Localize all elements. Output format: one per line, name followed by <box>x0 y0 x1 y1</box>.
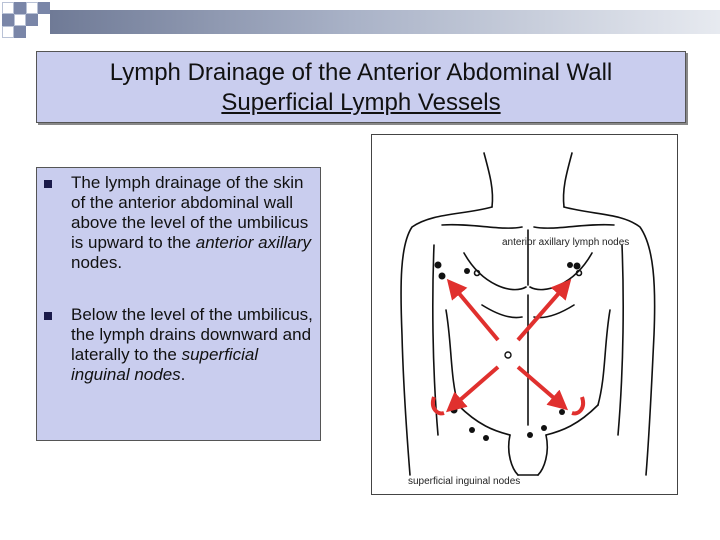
label-inguinal: superficial inguinal nodes <box>408 476 521 487</box>
decor-square <box>14 2 26 14</box>
decor-square <box>14 26 26 38</box>
slide-title: Lymph Drainage of the Anterior Abdominal Wall <box>109 59 613 86</box>
decor-square <box>38 2 50 14</box>
decor-square <box>26 2 38 14</box>
bullet-text: The lymph drainage of the skin of the anterior abdominal wall above the level of the umbilicus is upward to the anterior axillary nodes. <box>71 173 312 272</box>
decor-square <box>2 2 14 14</box>
drainage-arrows <box>452 285 566 407</box>
decor-square <box>2 14 14 26</box>
anatomy-figure <box>371 134 678 495</box>
slide-subtitle: Superficial Lymph Vessels <box>221 89 501 116</box>
square-bullet-icon <box>44 312 52 320</box>
umbilicus-marker <box>505 352 511 358</box>
axillary-nodes <box>435 262 581 280</box>
slide-title-box <box>36 51 686 123</box>
header-gradient-bar <box>50 10 720 34</box>
inguinal-nodes <box>451 407 566 442</box>
bullet-text: Below the level of the umbilicus, the lymph drains downward and laterally to the superficial inguinal nodes. <box>71 305 313 384</box>
decor-square <box>2 26 14 38</box>
label-axillary: anterior axillary lymph nodes <box>502 237 630 248</box>
decor-square <box>14 14 26 26</box>
decor-square <box>26 14 38 26</box>
square-bullet-icon <box>44 180 52 188</box>
bullet-text-box <box>36 167 321 441</box>
torso-diagram <box>372 135 677 494</box>
